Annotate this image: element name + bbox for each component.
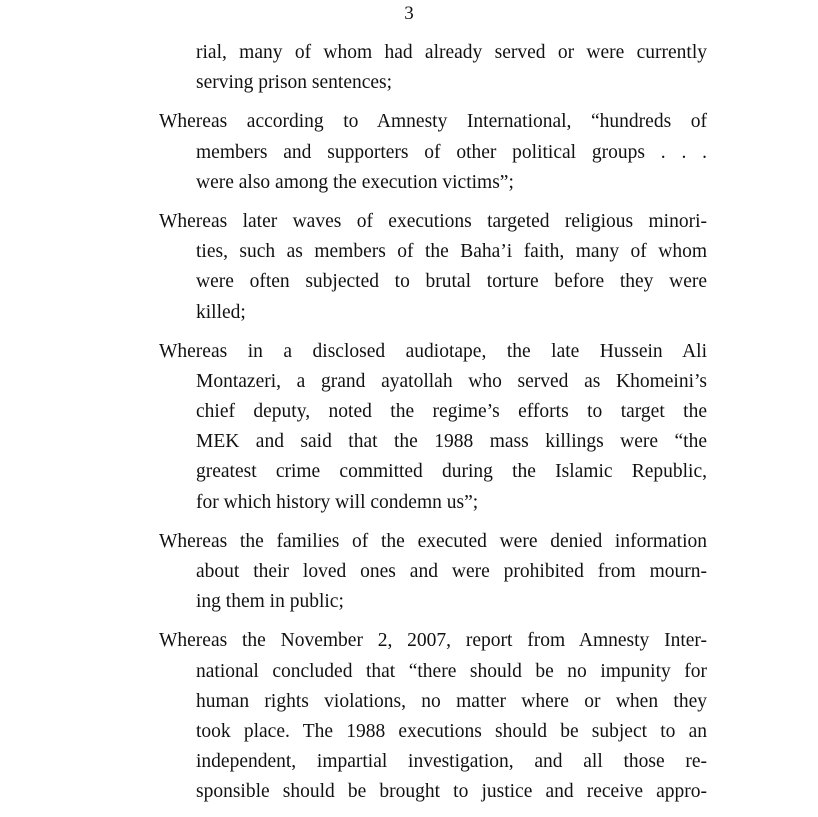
text-line: independent, impartial investigation, and all those re-	[196, 751, 707, 773]
whereas-clause	[159, 337, 707, 518]
text-line: human rights violations, no matter where or when they	[196, 690, 707, 712]
text-line: were also among the execution victims”;	[196, 171, 514, 193]
text-line: Whereas the families of the executed were denied information	[159, 530, 707, 552]
text-line: Whereas later waves of executions targeted religious minori-	[159, 210, 707, 232]
text-line: about their loved ones and were prohibited from mourn-	[196, 561, 707, 582]
whereas-clause	[159, 626, 707, 807]
text-line: killed;	[196, 301, 246, 323]
text-line: Montazeri, a grand ayatollah who served as Khomeini’s	[196, 370, 707, 392]
text-line: ties, such as members of the Baha’i faith, many of whom	[196, 241, 707, 263]
whereas-clause	[159, 107, 707, 198]
text-line: serving prison sentences;	[196, 72, 393, 94]
page-number: 3	[404, 3, 414, 24]
text-line: ing them in public;	[196, 591, 344, 613]
whereas-clause	[159, 527, 707, 618]
text-line: took place. The 1988 executions should be subject to an	[196, 720, 707, 742]
text-line: members and supporters of other political groups . . .	[196, 141, 707, 163]
text-line: greatest crime committed during the Islamic Republic,	[196, 461, 707, 483]
whereas-clause	[159, 38, 707, 98]
text-line: national concluded that “there should be no impunity for	[196, 660, 707, 682]
text-line: Whereas in a disclosed audiotape, the late Hussein Ali	[159, 340, 707, 362]
text-line: rial, many of whom had already served or were currently	[196, 42, 707, 63]
document-body	[159, 38, 707, 817]
text-line: chief deputy, noted the regime’s efforts to target the	[196, 401, 707, 423]
text-line: MEK and said that the 1988 mass killings were “the	[196, 431, 707, 453]
text-line: for which history will condemn us”;	[196, 491, 479, 513]
text-line: were often subjected to brutal torture before they were	[196, 271, 707, 293]
text-line: Whereas the November 2, 2007, report from Amnesty Inter-	[159, 630, 707, 652]
whereas-clause	[159, 207, 707, 328]
text-line: sponsible should be brought to justice and receive appro-	[196, 781, 707, 803]
text-line: Whereas according to Amnesty International, “hundreds of	[159, 111, 707, 133]
